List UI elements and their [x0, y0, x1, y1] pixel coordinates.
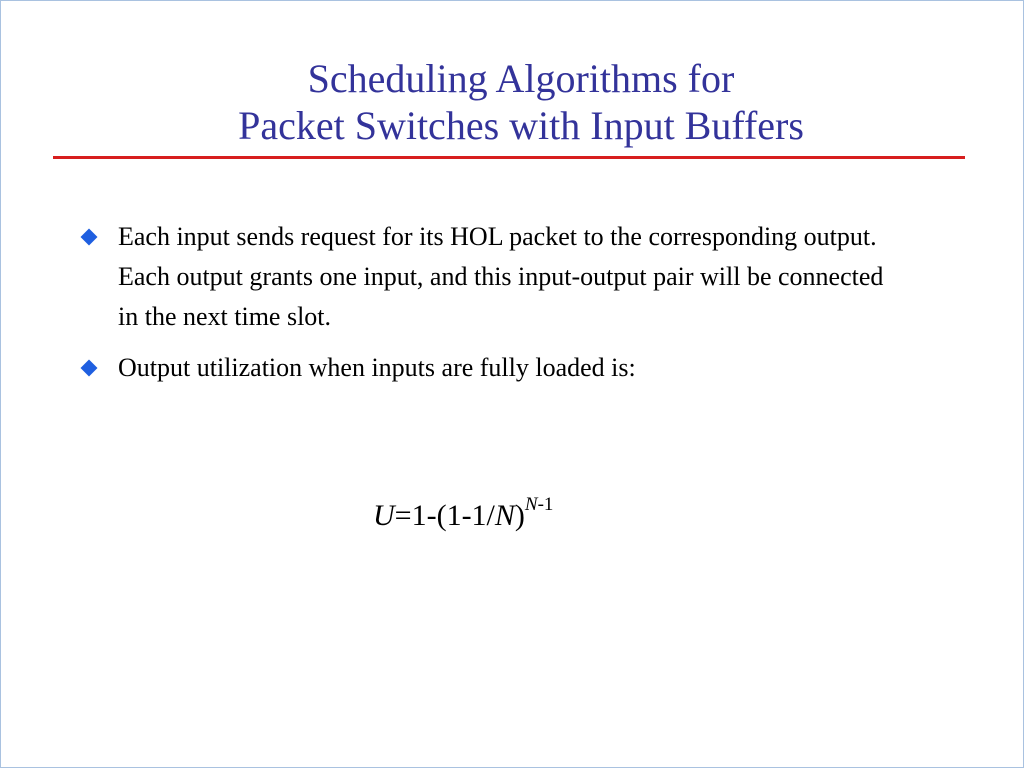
bullet-list: [79, 217, 899, 399]
slide-title-line-1: Scheduling Algorithms for: [307, 56, 735, 101]
formula-exponent-variable: N: [524, 494, 538, 515]
formula-variable-n: N: [494, 499, 515, 532]
bullet-item: [79, 348, 899, 388]
formula-exponent-rest: -1: [537, 494, 554, 515]
diamond-bullet-icon: [81, 360, 98, 377]
bullet-text: Each input sends request for its HOL packet to the corresponding output. Each output grants one input, and this input-output pair will be connected in the next time slot.: [118, 222, 884, 331]
utilization-formula: [373, 489, 553, 536]
bullet-item: [79, 217, 899, 337]
slide-title-line-2: Packet Switches with Input Buffers: [238, 103, 804, 148]
diamond-bullet-icon: [81, 229, 98, 246]
title-divider: [53, 156, 965, 159]
bullet-text: Output utilization when inputs are fully loaded is:: [118, 353, 636, 382]
formula-variable-u: U: [373, 499, 395, 532]
formula-part-1: =1-(1-1/: [394, 499, 495, 532]
formula-exponent: [525, 494, 554, 515]
formula-part-2: ): [514, 499, 525, 532]
